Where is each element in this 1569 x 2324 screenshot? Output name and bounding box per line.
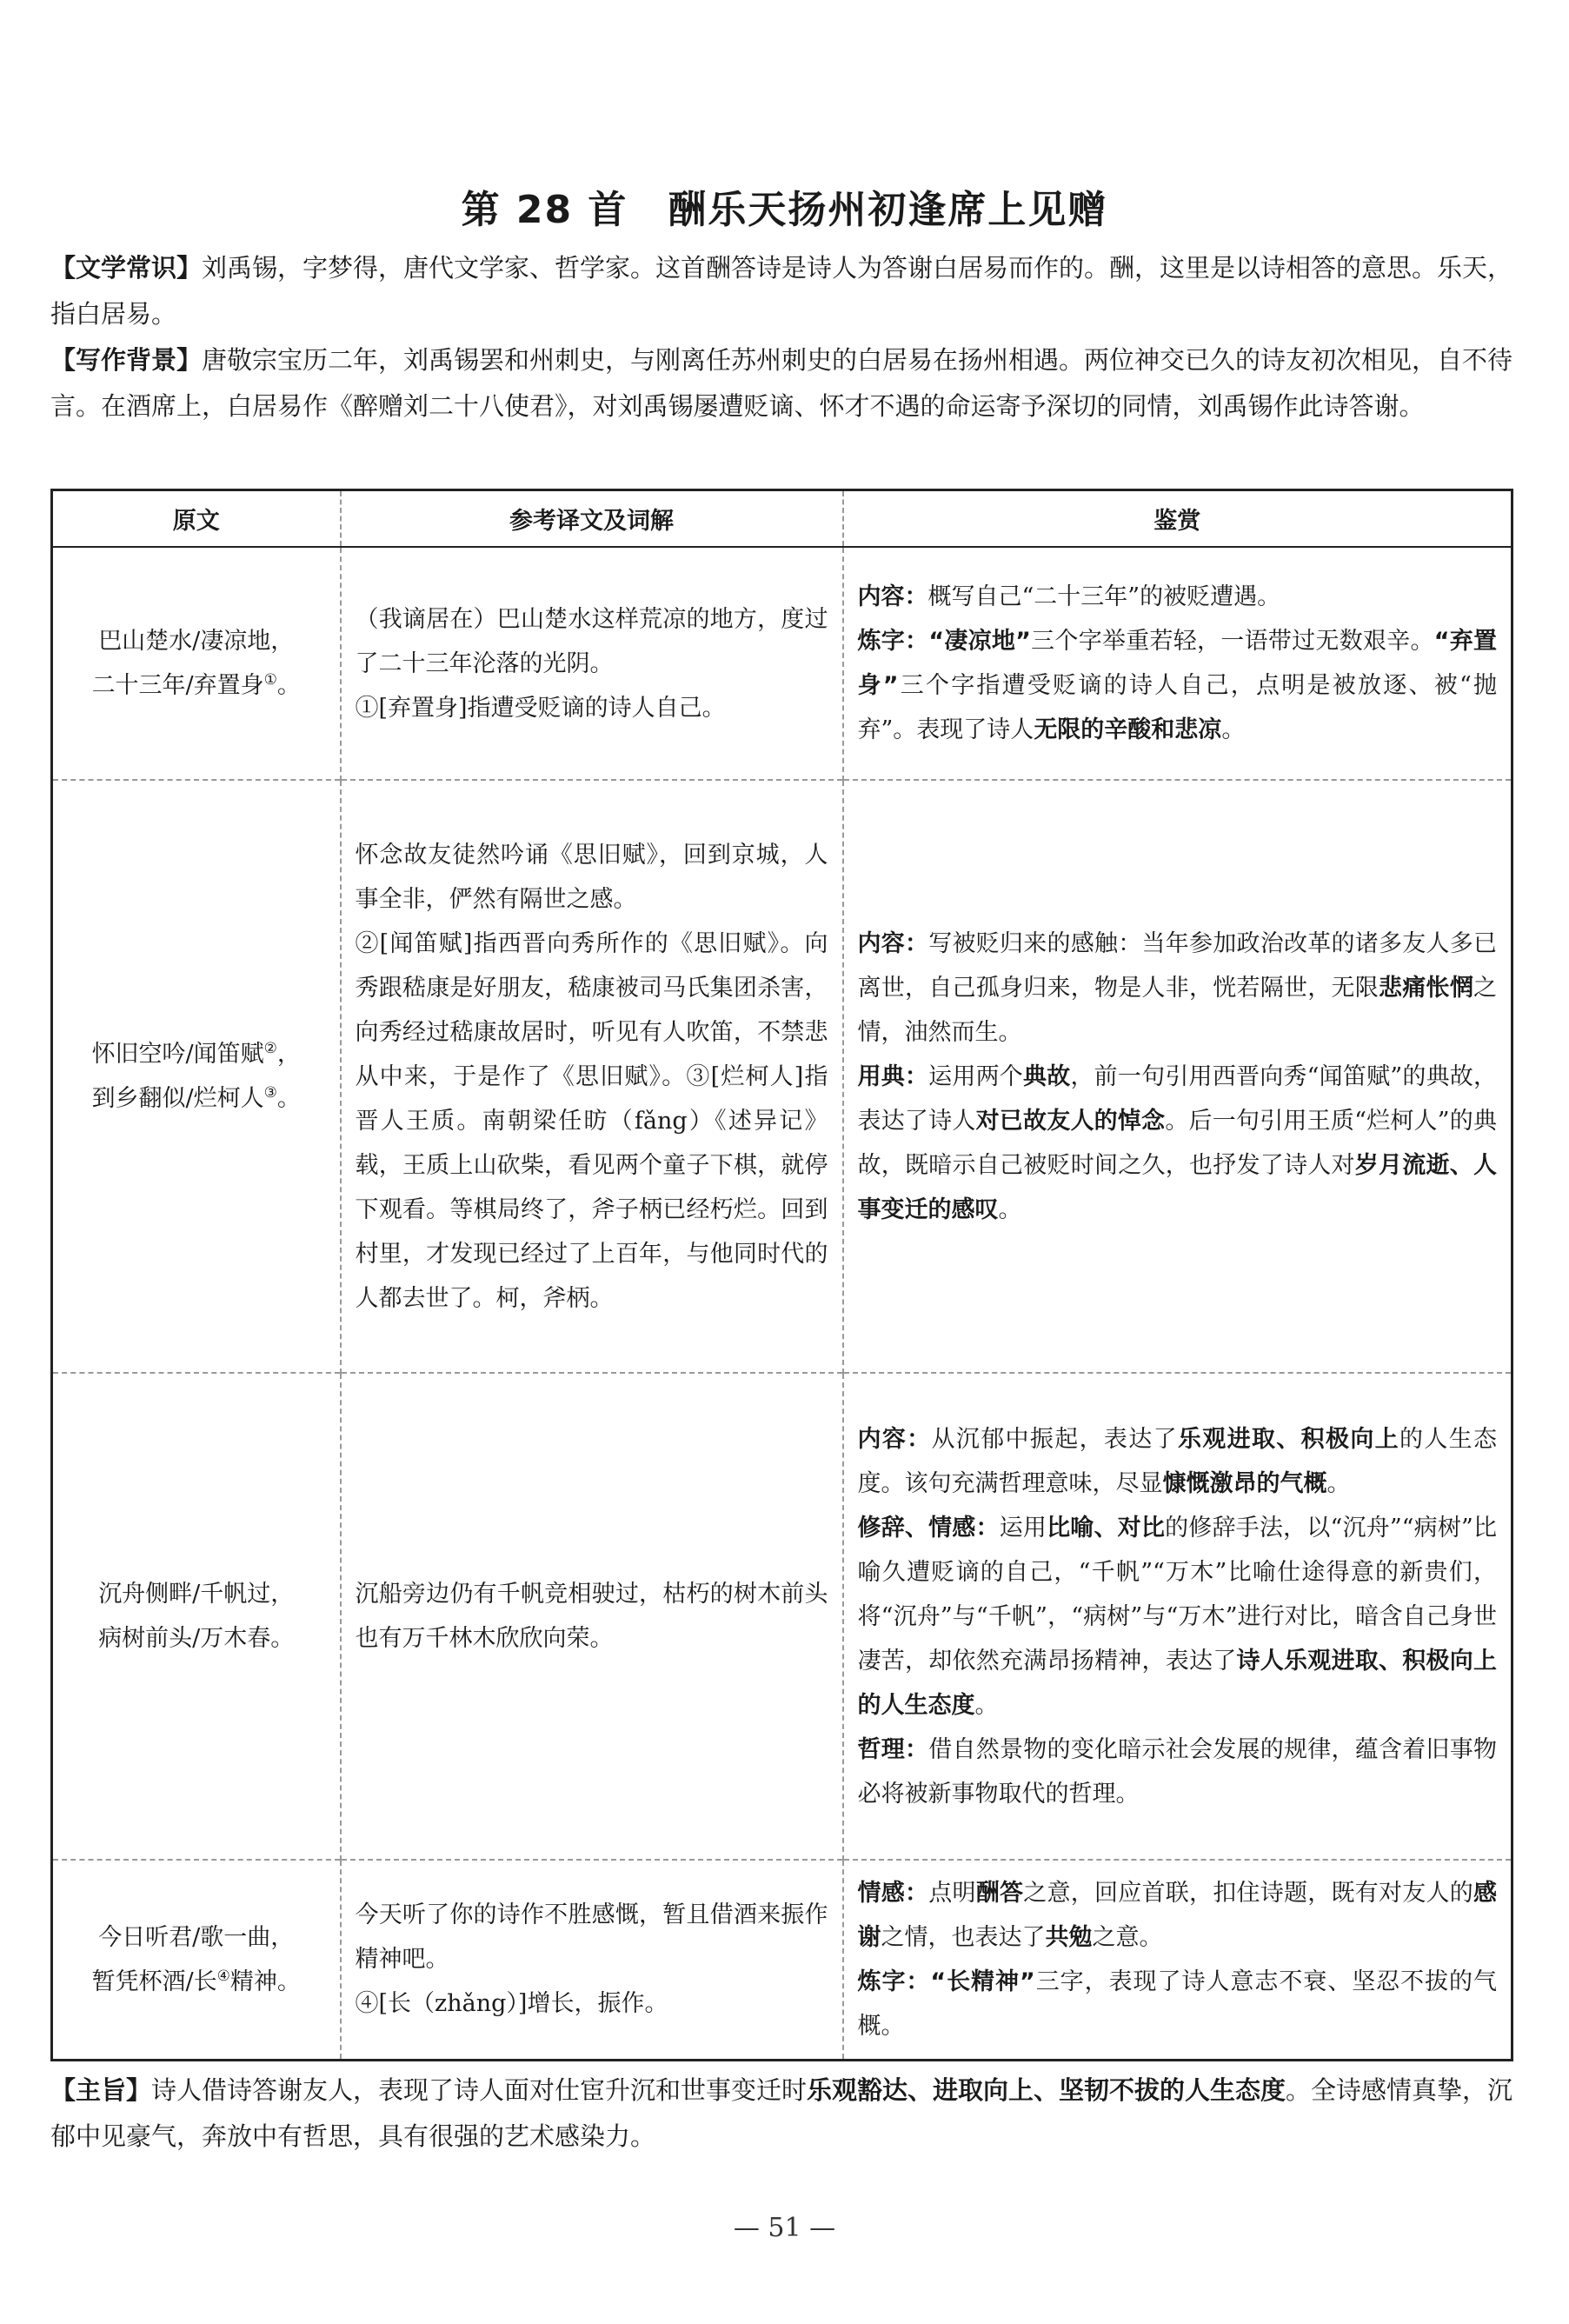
literature-note [50,245,1519,337]
table-row [52,1373,1512,1860]
translation-text [341,1373,843,1860]
translation-para: （我谪居在）巴山楚水这样荒凉的地方，度过了二十三年沦落的光阴。 [355,605,828,677]
appreciation-para: 情感：点明酬答之意，回应首联，扣住诗题，既有对友人的感谢之情，也表达了共勉之意。 [857,1879,1497,1951]
background-note [50,337,1519,430]
table-header-row [52,490,1512,548]
original-text [52,547,341,780]
appreciation-para: 用典：运用两个典故，前一句引用西晋向秀“闻笛赋”的典故，表达了诗人对已故友人的悼念。后一句引用王质“烂柯人”的典故，既暗示自己被贬时间之久，也抒发了诗人对岁月流逝、人事变迁的感叹。 [857,1062,1498,1223]
appreciation-para: 哲理：借自然景物的变化暗示社会发展的规律，蕴含着旧事物必将被新事物取代的哲理。 [857,1735,1497,1808]
theme-emphasis: 乐观豁达、进取向上、坚韧不拔的人生态度 [807,2075,1286,2105]
table-row [52,780,1512,1373]
appreciation-text [843,1373,1512,1860]
page-title: 第 28 首 酬乐天扬州初逢席上见赠 [461,188,1108,232]
original-text [52,1373,341,1860]
header-translation: 参考译文及词解 [341,490,843,548]
original-text [52,780,341,1373]
literature-note-tag: 【文学常识】 [50,253,203,283]
table-row [52,1860,1512,2060]
original-line: 怀旧空吟/闻笛赋②， [91,1040,301,1068]
literature-note-text: 刘禹锡，字梦得，唐代文学家、哲学家。这首酬答诗是诗人为答谢白居易而作的。酬，这里是以诗相答的意思。乐天，指白居易。 [50,253,1513,329]
appreciation-para: 内容：写被贬归来的感触：当年参加政治改革的诸多友人多已离世，自己孤身归来，物是人非，恍若隔世，无限悲痛怅惘之情，油然而生。 [857,929,1497,1046]
background-note-tag: 【写作背景】 [50,345,203,375]
footnote-mark: ③ [263,1084,277,1102]
appreciation-para: 炼字：“长精神”三字，表现了诗人意志不衰、坚忍不拔的气概。 [857,1968,1498,2040]
translation-para: 今天听了你的诗作不胜感慨，暂且借酒来振作精神吧。 [355,1901,828,1974]
header-original: 原文 [52,490,341,548]
translation-para: ①[弃置身]指遭受贬谪的诗人自己。 [355,694,726,722]
translation-para: ④[长（zhǎng）]增长，振作。 [355,1990,668,2018]
footnote-mark: ④ [216,1967,230,1985]
appreciation-para: 内容：概写自己“二十三年”的被贬遭遇。 [857,583,1281,610]
original-line: 二十三年/弃置身①。 [91,671,301,699]
footnote-mark: ① [263,671,277,689]
appreciation-para: 内容：从沉郁中振起，表达了乐观进取、积极向上的人生态度。该句充满哲理意味，尽显慷慨激昂的气概。 [857,1425,1498,1497]
poem-table [50,489,1513,2061]
header-appreciation: 鉴赏 [843,490,1512,548]
theme-note: 【主旨】诗人借诗答谢友人，表现了诗人面对仕宦升沉和世事变迁时乐观豁达、进取向上、坚韧不拔的人生态度。全诗感情真挚，沉郁中见豪气，奔放中有哲思，具有很强的艺术感染力。 [50,2075,1513,2151]
table-row [52,547,1512,780]
translation-para: 怀念故友徒然吟诵《思旧赋》，回到京城，人事全非，俨然有隔世之感。 [355,841,828,913]
page-number: — 51 — [733,2213,836,2243]
original-line: 病树前头/万木春。 [98,1625,295,1652]
appreciation-para: 修辞、情感：运用比喻、对比的修辞手法，以“沉舟”“病树”比喻久遭贬谪的自己，“千帆”“万木”比喻仕途得意的新贵们，将“沉舟”与“千帆”，“病树”与“万木”进行对比，暗含自己身世凄苦，却依然充满昂扬精神，表达了诗人乐观进取、积极向上的人生态度。 [857,1514,1498,1719]
translation-text [341,547,843,780]
translation-text [341,1860,843,2060]
background-note-text: 唐敬宗宝历二年，刘禹锡罢和州刺史，与刚离任苏州刺史的白居易在扬州相遇。两位神交已久的诗友初次相见，自不待言。在酒席上，白居易作《醉赠刘二十八使君》，对刘禹锡屡遭贬谪、怀才不遇的命运寄予深切的同情，刘禹锡作此诗答谢。 [50,345,1513,421]
translation-para: 沉船旁边仍有千帆竞相驶过，枯朽的树木前头也有万千林木欣欣向荣。 [355,1581,828,1652]
appreciation-text [843,547,1512,780]
footnote-mark: ② [263,1040,277,1057]
original-line: 到乡翻似/烂柯人③。 [91,1084,301,1112]
original-line: 沉舟侧畔/千帆过， [98,1581,295,1608]
theme-note-tag: 【主旨】 [50,2075,152,2105]
appreciation-text [843,780,1512,1373]
original-line: 暂凭杯酒/长④精神。 [91,1967,301,1995]
original-line: 今日听君/歌一曲， [98,1923,295,1951]
appreciation-text [843,1860,1512,2060]
original-line: 巴山楚水/凄凉地， [98,628,295,655]
translation-para: ②[闻笛赋]指西晋向秀所作的《思旧赋》。向秀跟嵇康是好朋友，嵇康被司马氏集团杀害，向秀经过嵇康故居时，听见有人吹笛，不禁悲从中来，于是作了《思旧赋》。③[烂柯人]指晋人王质。南朝梁任昉（fǎng）《述异记》载，王质上山砍柴，看见两个童子下棋，就停下观看。等棋局终了，斧子柄已经朽烂。回到村里，才发现已经过了上百年，与他同时代的人都去世了。柯，斧柄。 [355,929,828,1312]
translation-text [341,780,843,1373]
appreciation-para: 炼字：“凄凉地”三个字举重若轻，一语带过无数艰辛。“弃置身”三个字指遭受贬谪的诗人自己，点明是被放逐、被“抛弃”。表现了诗人无限的辛酸和悲凉。 [857,628,1498,743]
original-text [52,1860,341,2060]
